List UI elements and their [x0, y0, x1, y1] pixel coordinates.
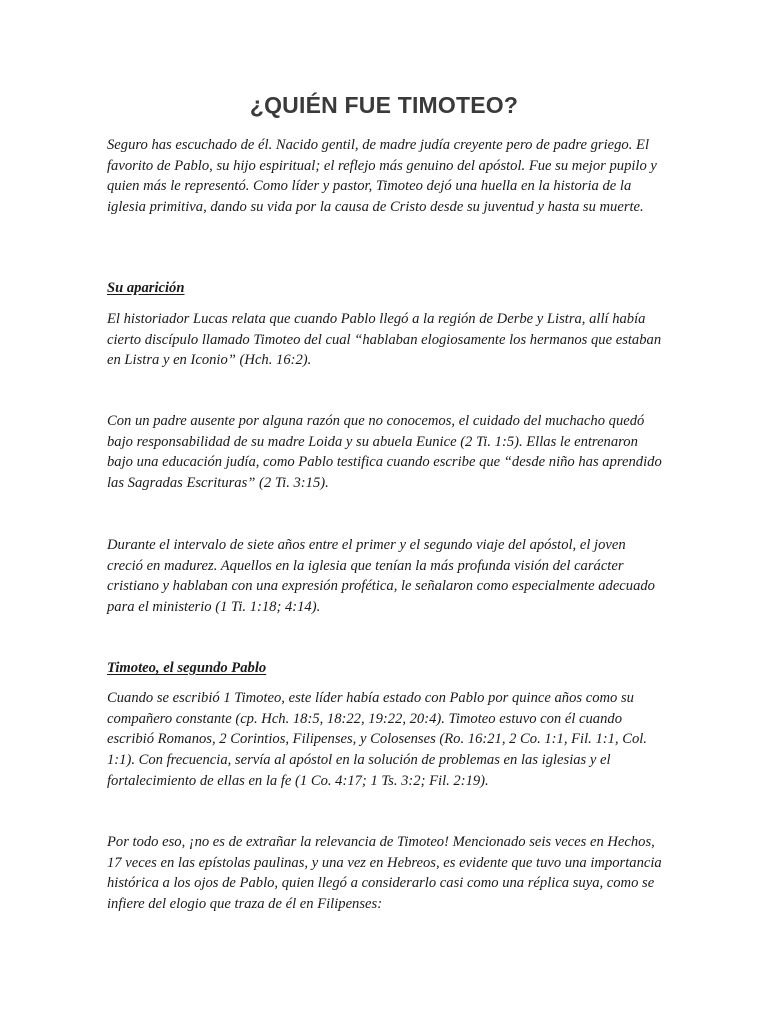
- section-heading-segundo-pablo: Timoteo, el segundo Pablo: [107, 660, 267, 676]
- section-heading-su-aparicion: Su aparición: [107, 280, 185, 296]
- paragraph-aparicion-2: Con un padre ausente por alguna razón que no conocemos, el cuidado del muchacho quedó bajo responsabilidad de su madre Loida y su abuela Eunice (2 Ti. 1:5). Ellas le entrenaron bajo una educación judía, como Pablo testifica cuando escribe que “desde niño has aprendido las Sagradas Escrituras” (2 Ti. 3:15).: [107, 413, 662, 492]
- page-title: ¿QUIÉN FUE TIMOTEO?: [249, 92, 519, 118]
- intro-paragraph: Seguro has escuchado de él. Nacido gentil, de madre judía creyente pero de padre griego. El favorito de Pablo, su hijo espiritual; el reflejo más genuino del apóstol. Fue su mejor pupilo y quien más le representó. Como líder y pastor, Timoteo dejó una huella en la historia de la iglesia primitiva, dando su vida por la causa de Cristo desde su juventud y hasta su muerte.: [107, 137, 657, 216]
- paragraph-segundo-pablo-1: Cuando se escribió 1 Timoteo, este líder había estado con Pablo por quince años como su compañero constante (cp. Hch. 18:5, 18:22, 19:22, 20:4). Timoteo estuvo con él cuando escribió Romanos, 2 Corintios, Filipenses, y Colosenses (Ro. 16:21, 2 Co. 1:1, Fil. 1:1, Col. 1:1). Con frecuencia, servía al apóstol en la solución de problemas en las iglesias y el fortalecimiento de ellas en la fe (1 Co. 4:17; 1 Ts. 3:2; Fil. 2:19).: [107, 690, 647, 789]
- paragraph-segundo-pablo-2: Por todo eso, ¡no es de extrañar la relevancia de Timoteo! Mencionado seis veces en Hechos, 17 veces en las epístolas paulinas, y una vez en Hebreos, es evidente que tuvo una importancia histórica a los ojos de Pablo, quien llegó a considerarlo casi como una réplica suya, como se infiere del elogio que traza de él en Filipenses:: [107, 834, 662, 913]
- paragraph-aparicion-3: Durante el intervalo de siete años entre el primer y el segundo viaje del apóstol, el joven creció en madurez. Aquellos en la iglesia que tenían la más profunda visión del carácter cristiano y hablaban con una expresión profética, le señalaron como especialmente adecuado para el ministerio (1 Ti. 1:18; 4:14).: [107, 537, 655, 616]
- paragraph-aparicion-1: El historiador Lucas relata que cuando Pablo llegó a la región de Derbe y Listra, allí había cierto discípulo llamado Timoteo del cual “hablaban elogiosamente los hermanos que estaban en Listra y en Iconio” (Hch. 16:2).: [107, 311, 662, 369]
